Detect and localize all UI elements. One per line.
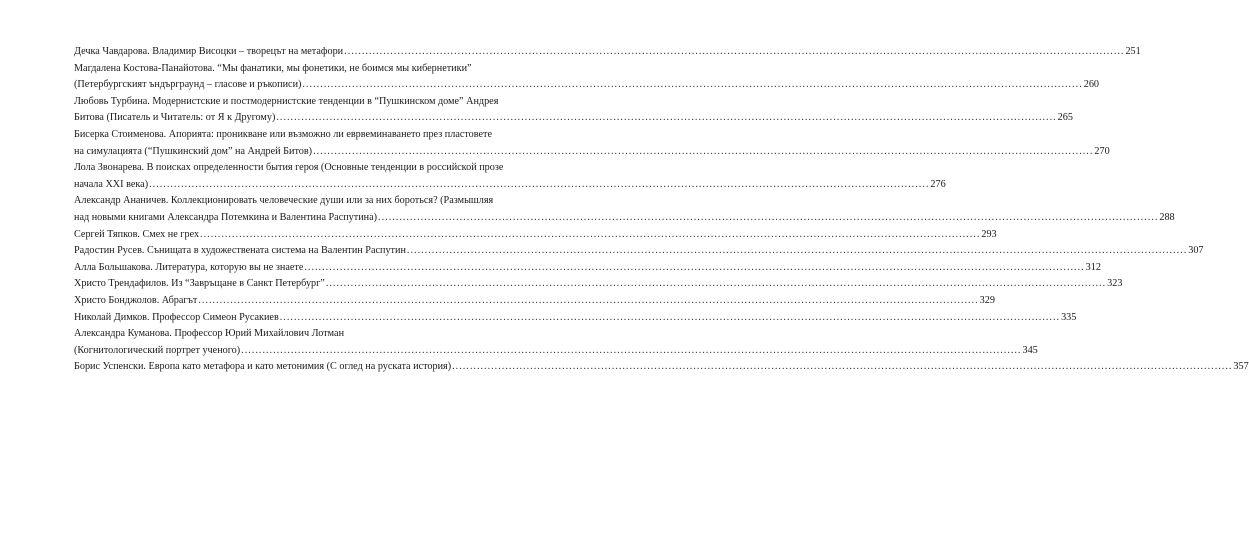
dot-leader: ............................................................................................................................................................................................................................	[406, 245, 1188, 257]
toc-entry-text: Магдалена Костова-Панайотова. “Мы фанатики, мы фонетики, не боимся мы кибернетики”	[74, 62, 472, 74]
toc-entry	[74, 160, 946, 193]
toc-entry-text: Христо Трендафилов. Из “Завръщане в Санкт Петербург”	[74, 278, 325, 290]
toc-entry-text: Александра Куманова. Профессор Юрий Михайлович Лотман	[74, 328, 345, 340]
toc-page-number: 312	[1085, 261, 1101, 273]
dot-leader: ............................................................................................................................................................................................................................	[452, 361, 1233, 373]
toc-entry-line	[74, 44, 1141, 61]
toc-entry	[74, 227, 997, 244]
toc-entry-text: Николай Димков. Профессор Симеон Русакиев	[74, 311, 279, 323]
toc-page-number: 270	[1094, 145, 1110, 157]
toc-entry-line	[74, 144, 1110, 161]
toc-entry-line	[74, 260, 1101, 277]
toc-entry-text: над новыми книгами Александра Потемкина и Валентина Распутина)	[74, 211, 378, 223]
toc-entry-text: начала XXI века)	[74, 178, 149, 190]
toc-page-number: 293	[981, 228, 997, 240]
toc-entry-text: Дечка Чавдарова. Владимир Висоцки – творецът на метафори	[74, 46, 344, 57]
toc-entry-text: Алла Большакова. Литература, которую вы не знаете	[74, 261, 304, 273]
dot-leader: ............................................................................................................................................................................................................................	[149, 178, 930, 190]
toc-entry-line	[74, 343, 1038, 360]
dot-leader: ............................................................................................................................................................................................................................	[344, 46, 1125, 57]
toc-entry-line	[74, 177, 946, 194]
toc-page-number: 276	[930, 178, 946, 190]
toc-page-number: 323	[1107, 278, 1123, 290]
toc-entry-line	[74, 160, 606, 177]
toc-entry-text: Радостин Русев. Сънищата в художествената система на Валентин Распутин	[74, 245, 406, 257]
toc-entry-line	[74, 326, 606, 343]
toc-entry-line	[74, 61, 606, 78]
toc-entry-text: на симулацията (“Пушкинский дом” на Андрей Битов)	[74, 145, 313, 157]
toc-page-number: 307	[1188, 245, 1204, 257]
toc-entry	[74, 127, 1110, 160]
toc-entry-text: Борис Успенски. Европа като метафора и като метонимия (С оглед на руската история)	[74, 361, 452, 373]
toc-entry-line	[74, 276, 1123, 293]
toc-entry	[74, 260, 1101, 277]
toc-page-number: 329	[979, 294, 995, 306]
toc-page-number: 251	[1125, 46, 1141, 57]
toc-entry-text: Лола Звонарева. В поисках определенности бытия героя (Основные тенденции в российской прозе	[74, 162, 504, 174]
dot-leader: ............................................................................................................................................................................................................................	[279, 311, 1061, 323]
dot-leader: ............................................................................................................................................................................................................................	[198, 294, 979, 306]
dot-leader: ............................................................................................................................................................................................................................	[304, 261, 1085, 273]
dot-leader: ............................................................................................................................................................................................................................	[241, 344, 1022, 356]
toc-entry-line	[74, 77, 1100, 94]
dot-leader: ............................................................................................................................................................................................................................	[313, 145, 1094, 157]
toc-entry	[74, 94, 1073, 127]
toc-entry	[74, 243, 1204, 260]
toc-entry-line	[74, 127, 606, 144]
toc-entry-text: Любовь Турбина. Модернистские и постмодернистские тенденции в “Пушкинском доме” Андрея	[74, 95, 499, 107]
toc-entry-line	[74, 359, 1249, 376]
toc-entry-line	[74, 110, 1073, 127]
toc-entry-text: Сергей Тяпков. Смех не грех	[74, 228, 200, 240]
toc-entry-text: Битова (Писатель и Читатель: от Я к Другому)	[74, 112, 276, 124]
toc-entry	[74, 359, 1249, 376]
toc-entry-text: Александр Ананичев. Коллекционировать человеческие души или за них бороться? (Размышляя	[74, 195, 494, 207]
toc-page-number: 260	[1083, 79, 1100, 91]
toc-entry-line	[74, 94, 606, 111]
toc-entry-line	[74, 227, 997, 244]
dot-leader: ............................................................................................................................................................................................................................	[325, 278, 1107, 290]
toc-entry-text: (Петербургският ъндърграунд – гласове и ръкописи)	[74, 79, 302, 91]
toc-entry	[74, 276, 1123, 293]
toc-entry	[74, 326, 1038, 359]
toc-entry-text: (Когнитологический портрет ученого)	[74, 344, 241, 356]
dot-leader: ............................................................................................................................................................................................................................	[378, 211, 1159, 223]
toc-page-number: 265	[1057, 112, 1073, 124]
toc-entry-line	[74, 210, 1175, 227]
toc-page-number: 345	[1022, 344, 1038, 356]
toc-entry	[74, 310, 1077, 327]
dot-leader: ............................................................................................................................................................................................................................	[302, 79, 1083, 91]
toc-entry	[74, 44, 1141, 61]
toc-entry	[74, 61, 1100, 94]
toc-page-number: 357	[1233, 361, 1249, 373]
dot-leader: ............................................................................................................................................................................................................................	[200, 228, 981, 240]
table-of-contents	[74, 44, 1249, 376]
toc-page-number: 335	[1061, 311, 1077, 323]
toc-page-number: 288	[1159, 211, 1175, 223]
toc-entry	[74, 293, 995, 310]
toc-entry-line	[74, 193, 606, 210]
toc-entry	[74, 193, 1175, 226]
toc-entry-line	[74, 310, 1077, 327]
toc-entry-line	[74, 293, 995, 310]
toc-entry-text: Бисерка Стоименова. Апорията: проникване или възможно ли еврвеминаването през пластовете	[74, 128, 493, 140]
dot-leader: ............................................................................................................................................................................................................................	[276, 112, 1057, 124]
toc-entry-text: Христо Бонджолов. Абрагът	[74, 294, 198, 306]
toc-entry-line	[74, 243, 1204, 260]
